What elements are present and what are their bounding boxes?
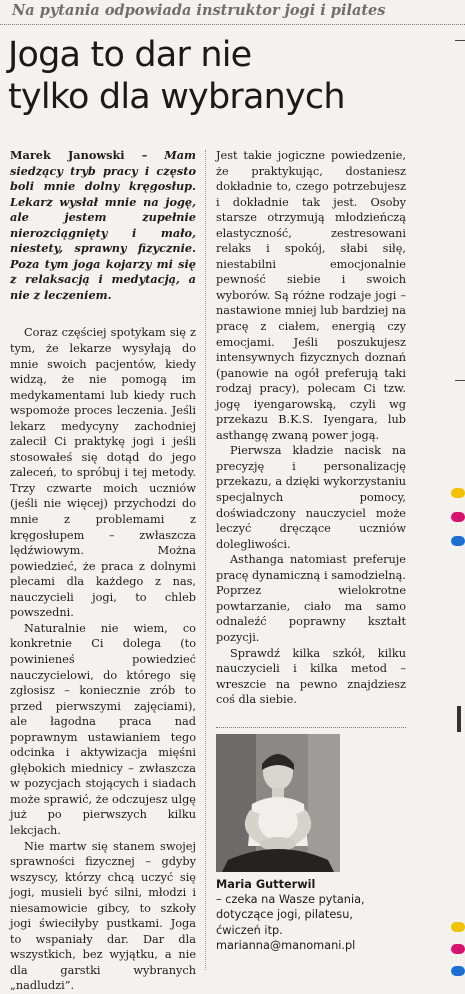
edge-bar (457, 706, 461, 732)
edge-tick (455, 380, 465, 381)
reader-question (10, 148, 196, 303)
author-email: marianna@manomani.pl (216, 938, 356, 952)
answer-paragraph-7: Sprawdź kilka szkół, kilku nauczycieli i kilka metod – wreszcie na pewno znajdziesz coś dla siebie. (216, 646, 406, 707)
print-color-mark (451, 536, 465, 546)
column-divider (205, 150, 206, 970)
author-note-line-1: – czeka na Wasze pytania, (216, 893, 365, 907)
question-text: Mam siedzący tryb pracy i często boli mnie dolny kręgosłup. Lekarz wysłał mnie na jogę, ale jestem zupełnie nierozciągnięty i mało, niestety, sprawny fizycznie. Poza tym joga kojarzy mi się z relaksacją i medytacją, a nie z leczeniem. (10, 148, 196, 302)
print-color-mark (451, 922, 465, 932)
print-color-mark (451, 488, 465, 498)
answer-paragraph-4: Jest takie jogiczne powiedzenie, że praktykując, dostaniesz dokładnie to, czego potrzebujesz i dokładnie tak jest. Osoby starsze otrzymują młodzieńczą elastyczność, zestresowani relaks i spokój, słabi siłę, niestabilni emocjonalnie pewność siebie i swoich wyborów. Są różne rodzaje jogi – nastawione mniej lub bardziej na pracę z ciałem, energią czy emocjami. Jeśli poszukujesz intensywnych fizycznych doznań (panowie na ogół preferują taki rodzaj pracy), polecam Ci tzw. jogę iyengarowską, czyli wg przekazu B.K.S. Iyengara, lub asthangę zwaną power jogą. (216, 149, 406, 442)
instructor-photo (216, 734, 340, 872)
answer-paragraph-3: Nie martw się stanem swojej sprawności fizycznej – gdyby wszyscy, którzy chcą uczyć się jogi, musieli być silni, młodzi i niesamowicie gibcy, to szkoły jogi świeciłyby pustkami. Joga to wspaniały dar. Dar dla wszystkich, bez wyjątku, a nie dla garstki wybranych „nadludzi”. (10, 839, 196, 993)
kicker-divider (0, 24, 465, 25)
author-name: Maria Gutterwil (216, 878, 316, 891)
reader-name: Marek Janowski – (10, 148, 148, 162)
author-note-line-3: ćwiczeń itp. (216, 923, 283, 937)
headline-line-2: tylko dla wybranych (8, 77, 345, 117)
print-color-mark (451, 966, 465, 976)
answer-paragraph-1: Coraz częściej spotykam się z tym, że lekarze wysyłają do mnie swoich pacjentów, kiedy widzą, że nie pomogą im medykamentami lub kiedy ruch wspomoże proces leczenia. Jeśli lekarz medycyny zachodniej zalecił Ci praktykę jogi i jeśli stosowałeś się dotąd do jego zaleceń, to spróbuj i tej metody. Trzy czwarte moich uczniów (jeśli nie więcej) przychodzi do mnie z problemami z kręgosłupem – zwłaszcza lędźwiowym. Można powiedzieć, że praca z dolnymi plecami dla każdego z nas, nauczycieli jogi, to chleb powszedni. (10, 326, 196, 620)
print-color-mark (451, 512, 465, 522)
print-color-mark (451, 944, 465, 954)
page-edge-marks (449, 0, 465, 994)
edge-tick (455, 40, 465, 41)
section-kicker: Na pytania odpowiada instruktor jogi i pilates (12, 2, 386, 19)
author-note-line-2: dotyczące jogi, pilatesu, (216, 908, 353, 922)
answer-paragraph-6: Asthanga natomiast preferuje pracę dynamiczną i samodzielną. Poprzez wielokrotne powtarzanie, ciało ma samo odnaleźć poprawny kształt pozycji. (216, 553, 406, 644)
headline-line-1: Joga to dar nie (8, 35, 252, 75)
author-signature (216, 877, 416, 953)
left-column (10, 148, 196, 994)
article-headline (8, 34, 448, 118)
answer-paragraph-5: Pierwsza kładzie nacisk na precyzję i personalizację przekazu, a dzięki wykorzystaniu specjalnych pomocy, doświadczony nauczyciel może leczyć dręczące uczniów dolegliwości. (216, 444, 406, 551)
right-column (216, 148, 406, 708)
answer-paragraph-2: Naturalnie nie wiem, co konkretnie Ci dolega (to powinieneś powiedzieć nauczycielowi, do którego się zgłosisz – koniecznie zrób to przed pierwszymi zajęciami), ale łagodna praca nad poprawnym ustawianiem tego odcinka i aktywizacja mięśni głębokich miednicy – zwłaszcza w pozycjach stojących i siadach może sprawić, że odczujesz ulgę już po pierwszych kilku lekcjach. (10, 621, 196, 837)
signature-divider (216, 727, 406, 728)
